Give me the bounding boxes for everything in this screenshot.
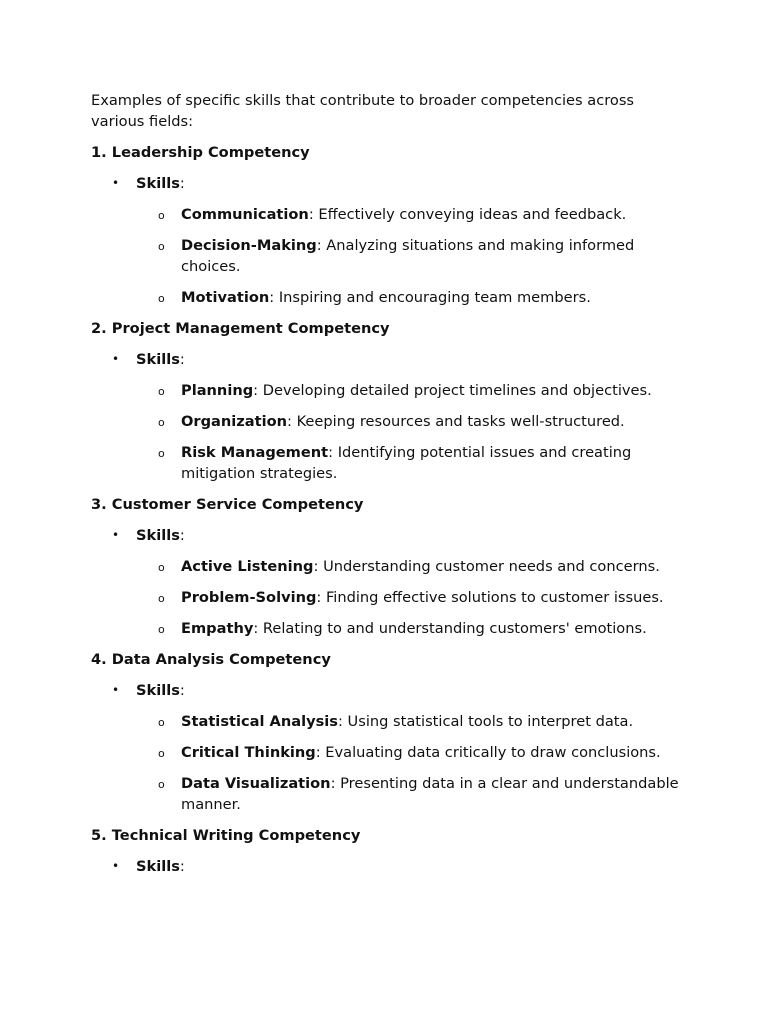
skill-description: : Evaluating data critically to draw conclusions. xyxy=(315,744,661,761)
list-item xyxy=(91,204,691,225)
section-customer-service xyxy=(91,494,691,639)
bullet-icon: • xyxy=(112,859,120,873)
skill-description: : Presenting data in a clear and understandable manner. xyxy=(181,775,679,813)
skills-heading xyxy=(91,856,691,877)
skill-name: Organization xyxy=(181,413,288,430)
circle-bullet-icon: o xyxy=(158,240,165,253)
skills-colon: : xyxy=(179,527,185,544)
circle-bullet-icon: o xyxy=(158,292,165,305)
skill-name: Motivation xyxy=(181,289,270,306)
list-item xyxy=(91,587,691,608)
bullet-icon: • xyxy=(112,528,120,542)
skills-heading xyxy=(91,680,691,701)
skill-description: : Finding effective solutions to customer issues. xyxy=(316,589,664,606)
document-page xyxy=(91,90,691,887)
circle-bullet-icon: o xyxy=(158,778,165,791)
section-title: 5. Technical Writing Competency xyxy=(91,827,361,844)
skills-label: Skills xyxy=(136,351,180,368)
skill-description: : Effectively conveying ideas and feedback. xyxy=(308,206,627,223)
skill-description: : Keeping resources and tasks well-structured. xyxy=(287,413,625,430)
section-leadership xyxy=(91,142,691,308)
circle-bullet-icon: o xyxy=(158,209,165,222)
skill-name: Critical Thinking xyxy=(181,744,316,761)
skills-label: Skills xyxy=(136,858,180,875)
circle-bullet-icon: o xyxy=(158,447,165,460)
section-title: 4. Data Analysis Competency xyxy=(91,651,331,668)
circle-bullet-icon: o xyxy=(158,416,165,429)
skill-description: : Analyzing situations and making informed choices. xyxy=(181,237,635,275)
section-project-management xyxy=(91,318,691,484)
skills-heading xyxy=(91,173,691,194)
list-item xyxy=(91,618,691,639)
section-title: 2. Project Management Competency xyxy=(91,320,390,337)
skill-description: : Identifying potential issues and creating mitigation strategies. xyxy=(181,444,632,482)
list-item xyxy=(91,742,691,763)
skill-list xyxy=(91,711,691,815)
list-item xyxy=(91,380,691,401)
bullet-icon: • xyxy=(112,683,120,697)
section-technical-writing xyxy=(91,825,691,877)
circle-bullet-icon: o xyxy=(158,716,165,729)
section-title: 1. Leadership Competency xyxy=(91,144,310,161)
circle-bullet-icon: o xyxy=(158,561,165,574)
skills-heading xyxy=(91,525,691,546)
skills-label: Skills xyxy=(136,527,180,544)
list-item xyxy=(91,442,691,484)
list-item xyxy=(91,773,691,815)
circle-bullet-icon: o xyxy=(158,623,165,636)
list-item xyxy=(91,411,691,432)
skill-name: Statistical Analysis xyxy=(181,713,338,730)
skill-name: Active Listening xyxy=(181,558,314,575)
bullet-icon: • xyxy=(112,352,120,366)
skill-description: : Relating to and understanding customers' emotions. xyxy=(253,620,647,637)
list-item xyxy=(91,556,691,577)
circle-bullet-icon: o xyxy=(158,592,165,605)
circle-bullet-icon: o xyxy=(158,385,165,398)
skill-list xyxy=(91,204,691,308)
skill-name: Decision-Making xyxy=(181,237,317,254)
skills-colon: : xyxy=(179,351,185,368)
skill-list xyxy=(91,380,691,484)
skill-description: : Using statistical tools to interpret data. xyxy=(337,713,634,730)
list-item xyxy=(91,235,691,277)
skill-description: : Inspiring and encouraging team members. xyxy=(269,289,591,306)
skill-name: Data Visualization xyxy=(181,775,331,792)
section-title: 3. Customer Service Competency xyxy=(91,496,364,513)
skill-name: Planning xyxy=(181,382,254,399)
skill-name: Risk Management xyxy=(181,444,329,461)
skills-heading xyxy=(91,349,691,370)
list-item xyxy=(91,287,691,308)
skills-label: Skills xyxy=(136,682,180,699)
skill-list xyxy=(91,556,691,639)
skill-name: Problem-Solving xyxy=(181,589,317,606)
skill-name: Communication xyxy=(181,206,309,223)
section-data-analysis xyxy=(91,649,691,815)
skill-description: : Developing detailed project timelines and objectives. xyxy=(253,382,652,399)
skills-label: Skills xyxy=(136,175,180,192)
skill-description: : Understanding customer needs and concerns. xyxy=(313,558,660,575)
skill-name: Empathy xyxy=(181,620,254,637)
skills-colon: : xyxy=(179,175,185,192)
intro-paragraph: Examples of specific skills that contribute to broader competencies across various fields: xyxy=(91,92,635,130)
list-item xyxy=(91,711,691,732)
skills-colon: : xyxy=(179,858,185,875)
skills-colon: : xyxy=(179,682,185,699)
bullet-icon: • xyxy=(112,176,120,190)
circle-bullet-icon: o xyxy=(158,747,165,760)
